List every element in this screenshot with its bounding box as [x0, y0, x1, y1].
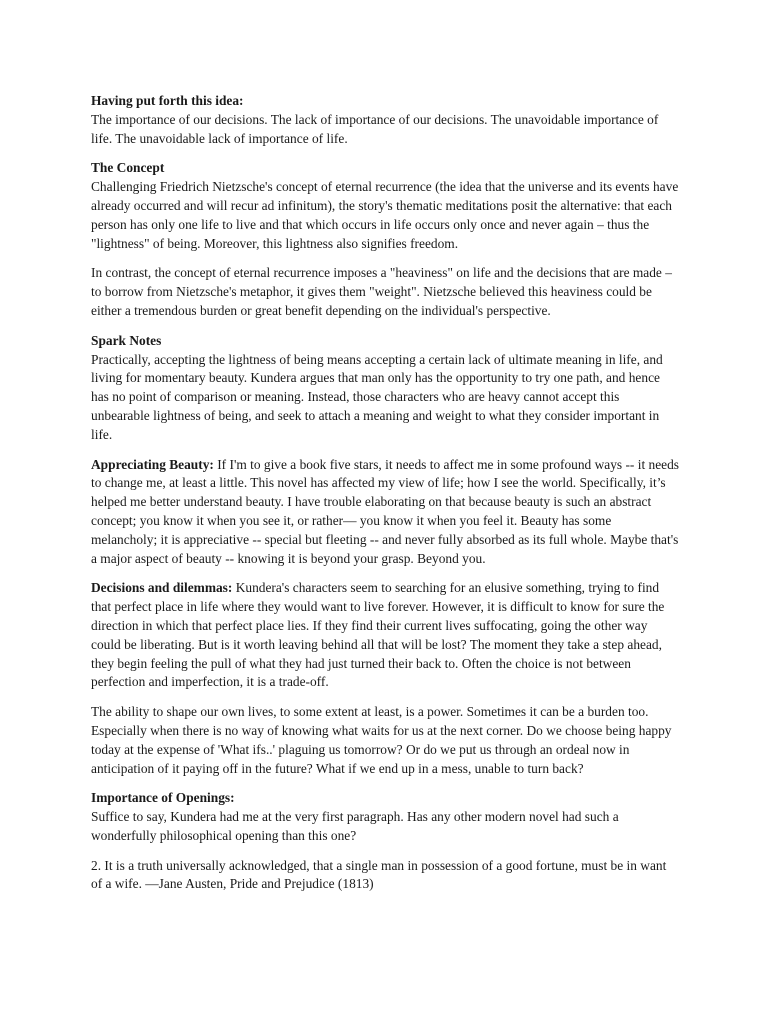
section-paragraph: Practically, accepting the lightness of being means accepting a certain lack of ultimate meaning in life, and living for momentary beauty. Kundera argues that man only has the opportunity to try one path, and hence has no point of comparison or meaning. Instead, those characters who are heavy cannot accept this unbearable lightness of being, and seek to attach a meaning and weight to what they consider important in life. — [91, 351, 663, 442]
section-openings — [91, 789, 679, 845]
section-decisions-dilemmas — [91, 579, 679, 692]
document-page — [91, 92, 679, 905]
section-contrast — [91, 264, 679, 320]
section-heading: Importance of Openings: — [91, 790, 235, 806]
section-paragraph — [91, 456, 679, 569]
paragraph-body: Kundera's characters seem to searching for an elusive something, trying to find that perfect place in life where they would want to live forever. However, it is difficult to know for sure the direction in which that perfect place lies. If they find their current lives suffocating, going the other way could be liberating. But is it worth leaving behind all that will be lost? The moment they take a step ahead, they begin feeling the pull of what they had just turned their back to. Often the choice is not between perfection and imperfection, it is a trade-off. — [91, 580, 665, 690]
section-paragraph: In contrast, the concept of eternal recurrence imposes a "heaviness" on life and the decisions that are made – to borrow from Nietzsche's metaphor, it gives them "weight". Nietzsche believed this heaviness could be either a tremendous burden or great benefit depending on the individual's perspective. — [91, 265, 672, 318]
section-concept — [91, 159, 679, 253]
section-paragraph: The ability to shape our own lives, to some extent at least, is a power. Sometimes it can be a burden too. Especially when there is no way of knowing what waits for us at the next corner. Do we choose being happy today at the expense of 'What ifs..' plaguing us tomorrow? Or do we put us through an ordeal now in anticipation of it paying off in the future? What if we end up in a mess, unable to turn back? — [91, 704, 672, 776]
section-paragraph: Challenging Friedrich Nietzsche's concept of eternal recurrence (the idea that the universe and its events have already occurred and will recur ad infinitum), the story's thematic meditations posit the alternative: that each person has only one life to live and that which occurs in life occurs only once and never again – thus the "lightness" of being. Moreover, this lightness also signifies freedom. — [91, 179, 679, 251]
section-paragraph — [91, 579, 679, 692]
section-paragraph: Suffice to say, Kundera had me at the very first paragraph. Has any other modern novel had such a wonderfully philosophical opening than this one? — [91, 809, 619, 843]
section-appreciating-beauty — [91, 456, 679, 569]
section-ability — [91, 703, 679, 778]
section-paragraph: The importance of our decisions. The lack of importance of our decisions. The unavoidable importance of life. The unavoidable lack of importance of life. — [91, 111, 659, 146]
paragraph-body: If I'm to give a book five stars, it needs to affect me in some profound ways -- it needs to change me, at least a little. This novel has affected my view of life; how I see the world. Specifically, it’s helped me better understand beauty. I have trouble elaborating on that because beauty is such an abstract concept; you know it when you see it, or rather— you know it when you feel it. Beauty has some melancholy; it is appreciative -- special but fleeting -- and never fully absorbed as its full whole. Maybe that's a major aspect of beauty -- knowing it is beyond your grasp. Beyond you. — [91, 456, 680, 566]
inline-heading: Appreciating Beauty: — [91, 456, 214, 472]
section-paragraph: 2. It is a truth universally acknowledged, that a single man in possession of a good fortune, must be in want of a wife. —Jane Austen, Pride and Prejudice (1813) — [91, 857, 667, 892]
section-heading: The Concept — [91, 160, 165, 176]
section-heading: Having put forth this idea: — [91, 93, 244, 108]
section-idea — [91, 92, 679, 148]
inline-heading: Decisions and dilemmas: — [91, 580, 233, 596]
section-heading: Spark Notes — [91, 332, 162, 348]
section-quote — [91, 857, 679, 895]
section-spark-notes — [91, 332, 679, 445]
